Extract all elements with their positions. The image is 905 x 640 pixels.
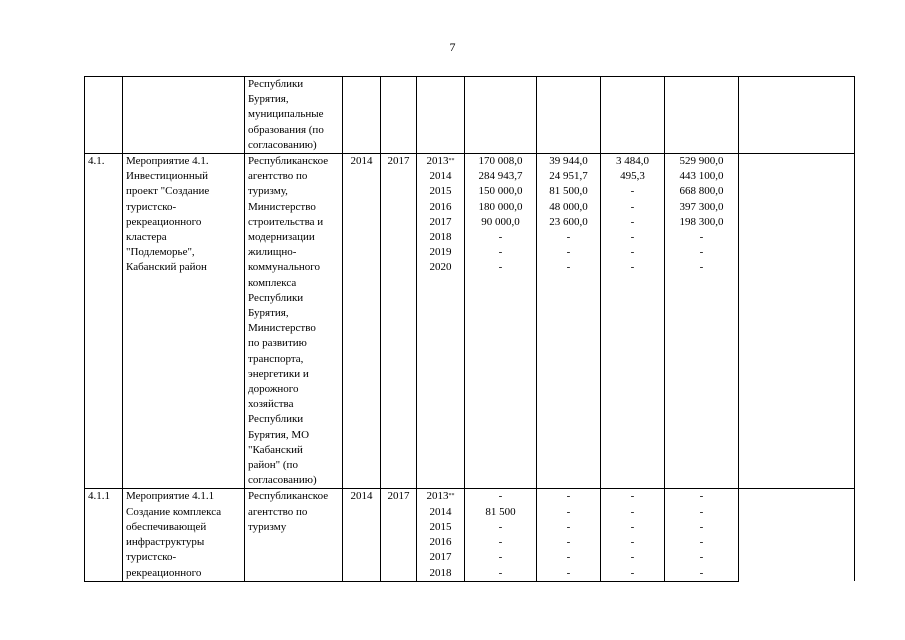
activity-name-line: кластера [126, 231, 167, 244]
year-list [417, 154, 465, 489]
table-body [85, 77, 855, 582]
extra-funding-line: - [699, 246, 704, 259]
republic-funding-line: - [630, 246, 635, 259]
total-funding [465, 154, 537, 489]
year-list-line: 2017 [429, 215, 452, 228]
executor-line: согласованию) [248, 474, 317, 487]
activity-name-line: рекреационного [126, 566, 202, 579]
executor-line: модернизации [248, 231, 315, 244]
activity-code: 4.1.1 [85, 489, 123, 581]
republic-funding-line: - [630, 566, 635, 579]
start-year: 2014 [343, 154, 381, 489]
executor-line: Министерство [248, 200, 316, 213]
start-year: 2014 [343, 489, 381, 581]
executor-line: хозяйства [248, 398, 294, 411]
end-year: 2017 [381, 154, 417, 489]
activity-name [123, 489, 245, 581]
extra-funding-line: - [699, 566, 704, 579]
footnote-mark: ** [448, 158, 455, 165]
activity-name [123, 77, 245, 154]
republic-funding [601, 154, 665, 489]
executor-line: по развитию [248, 337, 307, 350]
total-funding-line: - [498, 566, 503, 579]
notes [739, 77, 855, 154]
activity-name-line: проект "Создание [126, 185, 210, 198]
extra-funding [665, 489, 739, 581]
republic-funding [601, 77, 665, 154]
total-funding-line: 81 500 [485, 505, 516, 518]
executor-line: Бурятия, МО [248, 428, 310, 441]
federal-funding-line: - [566, 566, 571, 579]
activity-name-line: туристско- [126, 200, 177, 213]
total-funding [465, 77, 537, 154]
executor-line: строительства и [248, 215, 324, 228]
activity-name-line: Мероприятие 4.1. [126, 155, 209, 168]
extra-funding-line: 443 100,0 [679, 170, 724, 183]
total-funding-line: - [498, 520, 503, 533]
end-year [381, 77, 417, 154]
extra-funding-line: 397 300,0 [679, 200, 724, 213]
year-list-line: 2018 [429, 566, 452, 579]
activity-name-line: обеспечивающей [126, 520, 207, 533]
executor-line: Республиканское [248, 155, 329, 168]
extra-funding-line: 529 900,0 [679, 155, 724, 168]
federal-funding-line: - [566, 261, 571, 274]
executor-line: транспорта, [248, 352, 304, 365]
year-list-line: 2013** [426, 490, 455, 503]
federal-funding-line: 23 600,0 [549, 215, 588, 228]
federal-funding-line: - [566, 246, 571, 259]
federal-funding-line: - [566, 490, 571, 503]
total-funding-line: - [498, 551, 503, 564]
republic-funding [601, 489, 665, 581]
executor-line: муниципальные [248, 108, 324, 121]
activity-code: 4.1. [85, 154, 123, 489]
republic-funding-line: - [630, 200, 635, 213]
activity-name-line: инфраструктуры [126, 536, 205, 549]
executor-line: энергетики и [248, 367, 309, 380]
year-list-line: 2015 [429, 520, 452, 533]
federal-funding-line: 48 000,0 [549, 200, 588, 213]
activity-name-line: Создание комплекса [126, 505, 222, 518]
year-list-line: 2018 [429, 231, 452, 244]
republic-funding-line: - [630, 261, 635, 274]
executor-line: коммунального [248, 261, 320, 274]
republic-funding-line: - [630, 536, 635, 549]
table-row [85, 77, 855, 154]
executor-line: агентство по [248, 505, 308, 518]
extra-funding-line: - [699, 536, 704, 549]
executor-line: агентство по [248, 170, 308, 183]
extra-funding [665, 77, 739, 154]
year-list-line: 2015 [429, 185, 452, 198]
activity-name-line: рекреационного [126, 215, 202, 228]
year-list-line: 2016 [429, 536, 452, 549]
extra-funding-line: 198 300,0 [679, 215, 724, 228]
federal-funding-line: 81 500,0 [549, 185, 588, 198]
activity-code [85, 77, 123, 154]
federal-funding-line: - [566, 551, 571, 564]
total-funding-line: - [498, 231, 503, 244]
total-funding-line: 284 943,7 [478, 170, 523, 183]
end-year: 2017 [381, 489, 417, 581]
executor-line: Республики [248, 78, 304, 90]
total-funding-line: 90 000,0 [481, 215, 520, 228]
start-year [343, 77, 381, 154]
executor-line: жилищно- [248, 246, 297, 259]
year-list-line: 2016 [429, 200, 452, 213]
total-funding-line: - [498, 246, 503, 259]
year-list-line: 2014 [429, 505, 452, 518]
republic-funding-line: - [630, 490, 635, 503]
footnote-mark: ** [448, 493, 455, 500]
extra-funding-line: - [699, 490, 704, 503]
activity-name-line: Инвестиционный [126, 170, 209, 183]
total-funding-line: 170 008,0 [478, 155, 523, 168]
executor-line: район" (по [248, 459, 298, 472]
federal-funding-line: - [566, 231, 571, 244]
page-number: 7 [449, 40, 456, 54]
notes [739, 489, 855, 581]
federal-funding-line: 24 951,7 [549, 170, 588, 183]
extra-funding-line: - [699, 505, 704, 518]
table-row [85, 154, 855, 489]
year-list-line: 2013** [426, 155, 455, 168]
executor-line: туризму [248, 520, 287, 533]
federal-funding-line: 39 944,0 [549, 155, 588, 168]
year-list [417, 77, 465, 154]
federal-funding-line: - [566, 505, 571, 518]
extra-funding [665, 154, 739, 489]
republic-funding-line: - [630, 231, 635, 244]
executor-line: туризму, [248, 185, 288, 198]
total-funding [465, 489, 537, 581]
republic-funding-line: 3 484,0 [616, 155, 649, 168]
table-row [85, 489, 855, 581]
activity-name-line: туристско- [126, 551, 177, 564]
federal-funding-line: - [566, 520, 571, 533]
extra-funding-line: - [699, 551, 704, 564]
executor-line: Республики [248, 291, 304, 304]
republic-funding-line: - [630, 520, 635, 533]
executor-line: дорожного [248, 383, 299, 396]
executor-line: образования (по [248, 123, 324, 136]
extra-funding-line: 668 800,0 [679, 185, 724, 198]
executor [245, 77, 343, 154]
total-funding-line: 180 000,0 [478, 200, 523, 213]
notes [739, 154, 855, 489]
total-funding-line: 150 000,0 [478, 185, 523, 198]
federal-funding [537, 77, 601, 154]
extra-funding-line: - [699, 231, 704, 244]
federal-funding [537, 154, 601, 489]
activity-name-line: "Подлеморье", [126, 246, 195, 259]
activity-name-line: Мероприятие 4.1.1 [126, 490, 215, 503]
year-list-line: 2014 [429, 170, 452, 183]
year-list-line: 2020 [429, 261, 452, 274]
extra-funding-line: - [699, 520, 704, 533]
total-funding-line: - [498, 261, 503, 274]
executor-line: согласованию) [248, 138, 317, 151]
executor-line: Бурятия, [248, 307, 289, 320]
program-activities-table [84, 76, 855, 582]
republic-funding-line: - [630, 215, 635, 228]
executor-line: Республики [248, 413, 304, 426]
executor-line: Республиканское [248, 490, 329, 503]
extra-funding-line: - [699, 261, 704, 274]
republic-funding-line: - [630, 505, 635, 518]
executor-line: Бурятия, [248, 93, 289, 106]
year-list-line: 2019 [429, 246, 452, 259]
republic-funding-line: - [630, 551, 635, 564]
executor-line: Министерство [248, 322, 316, 335]
activity-name [123, 154, 245, 489]
federal-funding [537, 489, 601, 581]
executor-line: комплекса [248, 276, 297, 289]
republic-funding-line: - [630, 185, 635, 198]
total-funding-line: - [498, 536, 503, 549]
year-list-line: 2017 [429, 551, 452, 564]
year-list [417, 489, 465, 581]
republic-funding-line: 495,3 [620, 170, 645, 183]
total-funding-line: - [498, 490, 503, 503]
executor [245, 489, 343, 581]
executor [245, 154, 343, 489]
executor-line: "Кабанский [248, 443, 303, 456]
federal-funding-line: - [566, 536, 571, 549]
activity-name-line: Кабанский район [126, 261, 207, 274]
